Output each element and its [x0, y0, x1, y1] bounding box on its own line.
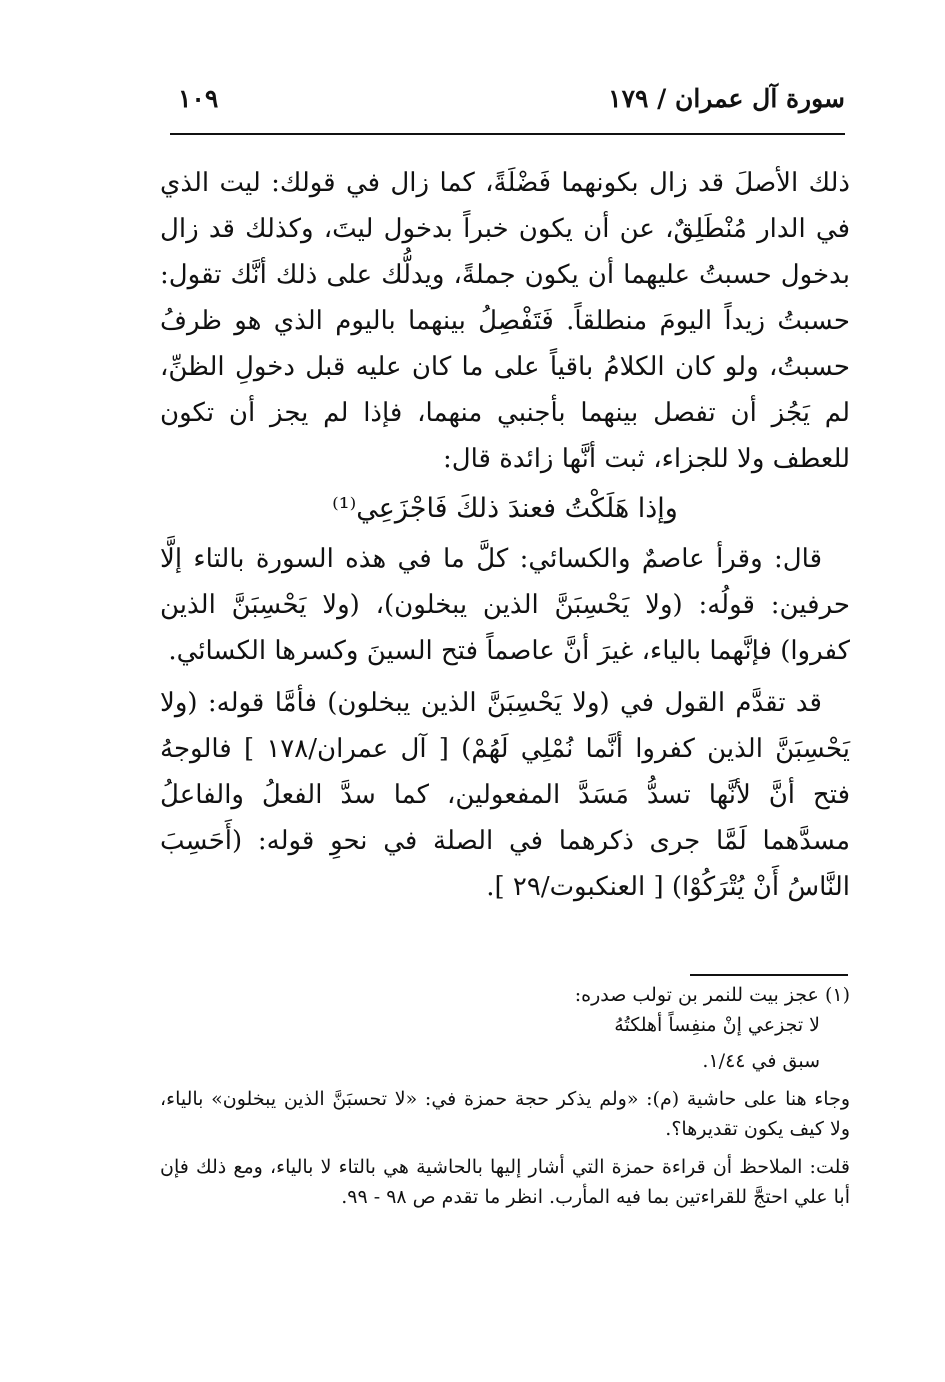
header-rule: [170, 133, 845, 135]
page-number: ١٠٩: [178, 84, 219, 113]
footnote-1: (١) عجز بيت للنمر بن تولب صدره:: [574, 984, 850, 1006]
main-text: [160, 160, 850, 910]
footnote-margin-note: وجاء هنا على حاشية (م): «ولم يذكر حجة حمزة في: «لا تحسبَنَّ الذين يبخلون» بالياء، ولا كيف يكون تقديرها؟.: [160, 1088, 850, 1140]
paragraph-3: قد تقدَّم القول في (ولا يَحْسِبَنَّ الذين يبخلون) فأمَّا قوله: (ولا يَحْسِبَنَّ الذين كفروا أنَّما نُمْلِي لَهُمْ) [ آل عمران/١٧٨ ] فالوجهُ فتح أنَّ لأنَّها تسدُّ مَسَدَّ المفعولين، كما سدَّ الفعلُ والفاعلُ مسدَّهما لَمَّا جرى ذكرهما في الصلة في نحوِ قوله: (أَحَسِبَ النَّاسُ أَنْ يُتْرَكُوْا) [ العنكبوت/٢٩ ].: [160, 688, 851, 902]
running-title: سورة آل عمران / ١٧٩: [608, 84, 845, 113]
verse-line: وإذا هَلَكْتُ فعندَ ذلكَ فَاجْزَعِي⁽¹⁾: [332, 493, 678, 524]
footnotes: [160, 980, 850, 1212]
footnote-rule: [690, 974, 848, 976]
footnote-reference: سبق في ١/٤٤.: [702, 1050, 820, 1072]
footnote-comment: قلت: الملاحظ أن قراءة حمزة التي أشار إليها بالحاشية هي بالتاء لا بالياء، ومع ذلك فإن أبا علي احتجَّ للقراءتين بما فيه المأرب. انظر ما تقدم ص ٩٨ - ٩٩.: [160, 1156, 850, 1208]
paragraph-2: قال: وقرأ عاصمٌ والكسائي: كلَّ ما في هذه السورة بالتاء إلَّا حرفين: قولُه: (ولا يَحْسِبَنَّ الذين يبخلون)، (ولا يَحْسِبَنَّ الذين كفروا) فإنَّهما بالياء، غيرَ أنَّ عاصماً فتح السينَ وكسرها الكسائي.: [160, 544, 850, 666]
page-header: [170, 84, 845, 130]
footnote-verse: لا تجزعي إنْ منفِساً أهلكتُهُ: [614, 1014, 820, 1036]
paragraph-1: ذلك الأصلَ قد زال بكونهما فَضْلَةً، كما زال في قولك: ليت الذي في الدار مُنْطَلِقٌ، عن أن يكون خبراً بدخول ليتَ، وكذلك قد زال بدخول حسبتُ عليهما أن يكون جملةً، ويدلُّك على ذلك أنَّك تقول: حسبتُ زيداً اليومَ منطلقاً. فَتَفْصِلُ بينهما باليوم الذي هو ظرفُ حسبتُ، ولو كان الكلامُ باقياً على ما كان عليه قبل دخولِ الظنِّ، لم يَجُز أن تفصل بينهما بأجنبي منهما، فإذا لم يجز أن تكون للعطف ولا للجزاء، ثبت أنَّها زائدة قال:: [160, 168, 850, 474]
